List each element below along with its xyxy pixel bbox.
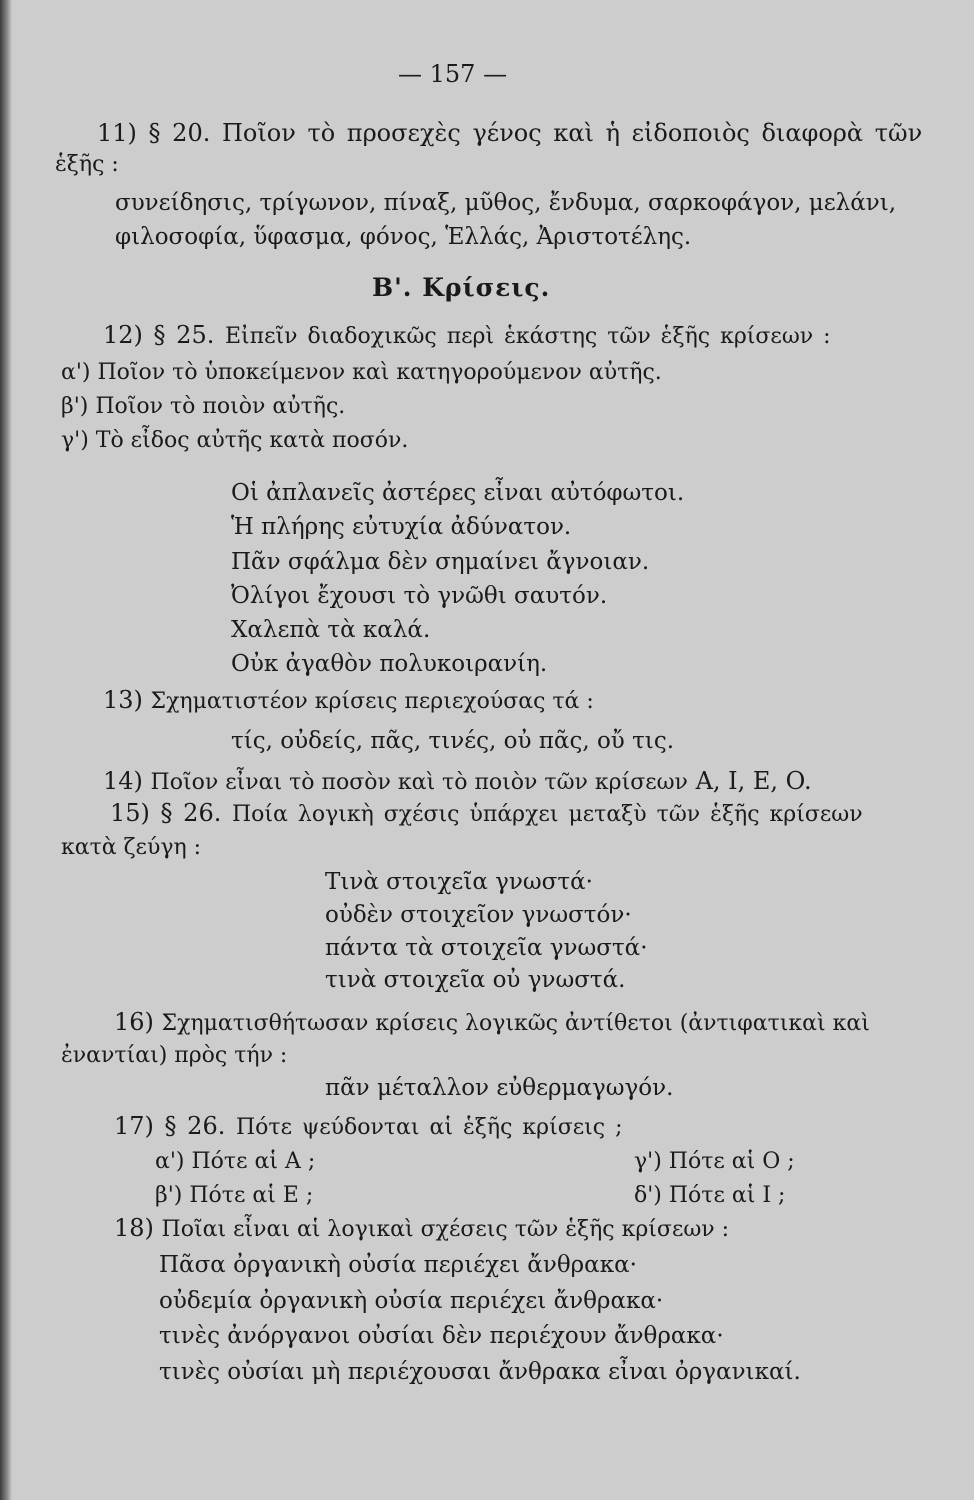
q18-sentence-1: Πᾶσα ὀργανικὴ οὐσία περιέχει ἄνθρακα· — [159, 1252, 637, 1278]
q11-terms-1: συνείδησις, τρίγωνον, πίναξ, μῦθος, ἔνδυμα, σαρκοφάγον, μελάνι, — [115, 190, 897, 216]
q12-sentence-6: Οὐκ ἀγαθὸν πολυκοιρανίη. — [231, 651, 548, 677]
q18-sentence-4: τινὲς οὐσίαι μὴ περιέχουσαι ἄνθρακα εἶναι ὀργανικαί. — [159, 1359, 801, 1385]
q12-sentence-2: Ἡ πλήρης εὐτυχία ἀδύνατον. — [231, 514, 572, 540]
q11-terms-2: φιλοσοφία, ὕφασμα, φόνος, Ἑλλάς, Ἀριστοτέλης. — [115, 224, 692, 250]
q11-section: § 20. — [148, 119, 211, 147]
q18-sentence-3: τινὲς ἀνόργανοι οὐσίαι δὲν περιέχουν ἄνθρακα· — [159, 1323, 724, 1349]
q16-cont: ἐναντίαι) πρὸς τήν : — [61, 1043, 288, 1068]
q11-cont: ἑξῆς : — [55, 152, 119, 177]
q12-sentence-5: Χαλεπὰ τὰ καλά. — [231, 617, 431, 643]
q13-words: τίς, οὐδείς, πᾶς, τινές, οὐ πᾶς, οὔ τις. — [231, 728, 675, 754]
q12-sentence-1: Οἱ ἀπλανεῖς ἀστέρες εἶναι αὐτόφωτοι. — [231, 480, 685, 506]
q12-number: 12) — [103, 321, 143, 349]
q13-number: 13) — [103, 686, 143, 714]
q16-sentence-1: πᾶν μέταλλον εὐθερμαγωγόν. — [325, 1075, 674, 1101]
q12-line — [103, 323, 831, 348]
q15-sentence-4: τινὰ στοιχεῖα οὐ γνωστά. — [325, 967, 626, 993]
q12-sentence-4: Ὀλίγοι ἔχουσι τὸ γνῶθι σαυτόν. — [231, 583, 608, 609]
q12-item-a: α') Ποῖον τὸ ὑποκείμενον καὶ κατηγορούμενον αὐτῆς. — [61, 360, 662, 385]
q17-number: 17) — [114, 1112, 154, 1140]
q17-section: § 26. — [164, 1112, 226, 1140]
q13-question: Σχηματιστέον κρίσεις περιεχούσας τά : — [150, 689, 594, 714]
q14-number: 14) — [103, 767, 143, 795]
q16-question: Σχηματισθήτωσαν κρίσεις λογικῶς ἀντίθετοι (ἀντιφατικαὶ καὶ — [161, 1011, 870, 1036]
q11-line — [97, 119, 923, 147]
q12-question: Εἰπεῖν διαδοχικῶς περὶ ἑκάστης τῶν ἑξῆς κρίσεων : — [224, 324, 831, 349]
q15-cont: κατὰ ζεύγη : — [61, 835, 202, 860]
q15-section: § 26. — [160, 799, 222, 827]
q16-number: 16) — [114, 1008, 154, 1036]
q18-number: 18) — [114, 1214, 154, 1242]
q12-item-b: β') Ποῖον τὸ ποιὸν αὐτῆς. — [61, 394, 346, 419]
q17-question: Πότε ψεύδονται αἱ ἑξῆς κρίσεις ; — [235, 1115, 623, 1140]
q11-question: Ποῖον τὸ προσεχὲς γένος καὶ ἡ εἰδοποιὸς διαφορὰ τῶν — [221, 119, 923, 147]
q14-letters: A, I, E, O. — [695, 767, 812, 795]
q14-question: Ποῖον εἶναι τὸ ποσὸν καὶ τὸ ποιὸν τῶν κρίσεων — [150, 770, 688, 795]
q14-line — [103, 769, 812, 794]
q18-line — [114, 1216, 729, 1241]
q17-item-b: β') Πότε αἱ E ; — [155, 1183, 314, 1208]
q12-sentence-3: Πᾶν σφάλμα δὲν σημαίνει ἄγνοιαν. — [231, 549, 650, 575]
q15-sentence-3: πάντα τὰ στοιχεῖα γνωστά· — [325, 935, 648, 961]
section-heading: Β'. Κρίσεις. — [372, 273, 551, 302]
q13-line — [103, 688, 594, 713]
q17-item-d: δ') Πότε αἱ I ; — [634, 1183, 786, 1208]
q15-sentence-2: οὐδὲν στοιχεῖον γνωστόν· — [325, 902, 632, 928]
q12-item-c: γ') Τὸ εἶδος αὐτῆς κατὰ ποσόν. — [61, 428, 409, 453]
q15-question: Ποία λογικὴ σχέσις ὑπάρχει μεταξὺ τῶν ἑξῆς κρίσεων — [231, 802, 863, 827]
q18-question: Ποῖαι εἶναι αἱ λογικαὶ σχέσεις τῶν ἑξῆς κρίσεων : — [161, 1217, 730, 1242]
q15-number: 15) — [110, 799, 150, 827]
q15-line — [110, 801, 863, 826]
q17-item-a: α') Πότε αἱ A ; — [155, 1149, 316, 1174]
q11-number: 11) — [97, 119, 137, 147]
q17-line — [114, 1114, 622, 1139]
q15-sentence-1: Τινὰ στοιχεῖα γνωστά· — [325, 869, 593, 895]
page-number: — 157 — — [398, 60, 508, 88]
q16-line — [114, 1010, 870, 1035]
q18-sentence-2: οὐδεμία ὀργανικὴ οὐσία περιέχει ἄνθρακα· — [159, 1288, 664, 1314]
q17-item-c: γ') Πότε αἱ O ; — [634, 1149, 795, 1174]
q12-section: § 25. — [153, 321, 215, 349]
page-edge-shadow — [0, 0, 12, 1500]
